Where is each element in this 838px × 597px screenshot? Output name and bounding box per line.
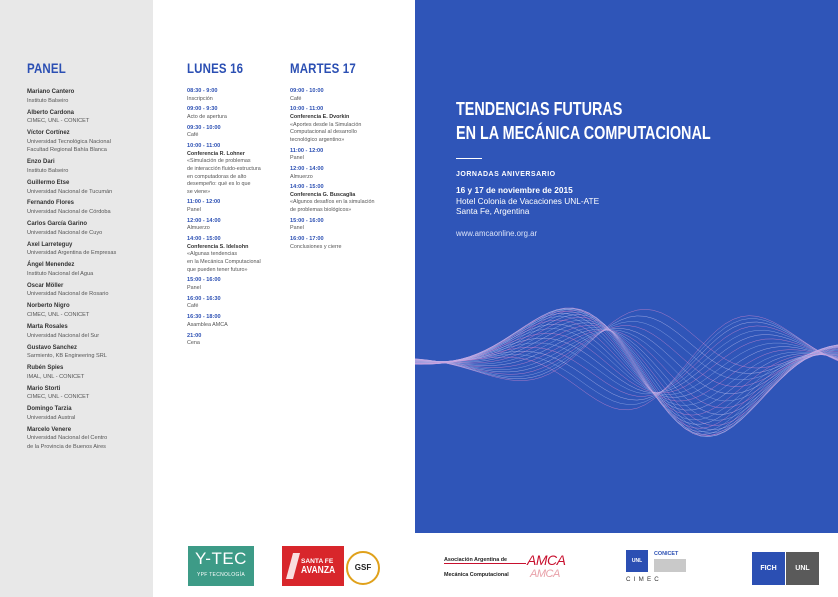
wave-graphic (415, 0, 838, 533)
wave-line (415, 317, 838, 435)
panel-member (27, 109, 152, 126)
panel-member-affiliation: Universidad Nacional del Sur (27, 332, 100, 339)
event-time: 12:00 - 14:00 (187, 217, 221, 224)
lunes-event (187, 236, 277, 274)
panel-member (27, 323, 152, 340)
event-time: 09:00 - 10:00 (290, 88, 324, 94)
cover-venue: Hotel Colonia de Vacaciones UNL-ATE (456, 195, 600, 206)
event-description: Café (187, 303, 199, 310)
amca-logo (444, 552, 569, 586)
lunes-event (187, 199, 277, 214)
amca-logo-mark: AMCA (527, 552, 566, 568)
lunes-event (187, 218, 277, 233)
event-time: 11:00 - 12:00 (290, 147, 324, 154)
martes-heading: MARTES 17 (290, 60, 356, 76)
panel-member-affiliation: Facultad Regional Bahía Blanca (27, 147, 107, 154)
gsf-logo (346, 551, 380, 585)
panel-member-name: Oscar Möller (27, 282, 64, 289)
panel-list (27, 88, 152, 455)
panel-member (27, 241, 152, 258)
event-time: 16:00 - 17:00 (290, 236, 324, 243)
panel-member-affiliation: IMAL, UNL - CONICET (27, 373, 85, 380)
event-time: 14:00 - 15:00 (290, 184, 324, 191)
fich-logo-text: FICH (760, 565, 777, 572)
event-description: desempeño: qué es lo que (187, 181, 251, 188)
panel-member-affiliation: Universidad Nacional de Cuyo (27, 229, 103, 236)
panel-member (27, 302, 152, 319)
event-description: Inscripción (187, 95, 213, 102)
event-description: Panel (187, 284, 201, 291)
lunes-schedule (187, 88, 277, 351)
event-description: se viene» (187, 188, 211, 195)
wave-line (415, 320, 838, 401)
panel-member (27, 129, 152, 155)
santafe-logo-line1: SANTA FE (301, 558, 334, 565)
santafe-logo (282, 546, 344, 586)
lunes-event (187, 333, 277, 348)
panel-member-affiliation: Universidad Austral (27, 414, 76, 421)
martes-event (290, 218, 390, 233)
event-time: 15:00 - 16:00 (290, 217, 324, 224)
event-speaker: Conferencia G. Buscaglia (290, 191, 356, 198)
conicet-logo-text: CONICET (654, 551, 679, 557)
unl-logo-text: UNL (795, 565, 810, 572)
amca-logo-line1: Asociación Argentina de (444, 557, 508, 563)
panel-member-affiliation: Instituto Nacional del Agua (27, 270, 94, 277)
lunes-event (187, 314, 277, 329)
event-time: 14:00 - 15:00 (187, 236, 221, 243)
event-description: que pueden tener futuro» (187, 266, 248, 273)
panel-member-name: Ángel Menendez (27, 262, 75, 269)
ytec-logo-main: Y-TEC (195, 549, 247, 568)
martes-event (290, 106, 390, 144)
panel-member-affiliation: Instituto Balseiro (27, 167, 69, 174)
event-description: Panel (187, 207, 201, 214)
event-time: 16:00 - 16:30 (187, 295, 221, 302)
event-speaker: Conferencia E. Dvorkin (290, 113, 350, 120)
lunes-event (187, 88, 277, 103)
panel-member-name: Gustavo Sanchez (27, 344, 78, 351)
event-description: en la Mecánica Computacional (187, 259, 261, 265)
panel-member-name: Mario Storti (27, 385, 61, 392)
unl-logo (786, 552, 819, 585)
panel-member-name: Enzo Dari (27, 159, 55, 166)
event-time: 15:00 - 16:00 (187, 277, 221, 284)
event-description: de problemas biológicos» (290, 207, 352, 214)
panel-member-affiliation: Instituto Balseiro (27, 97, 69, 104)
event-description: en computadoras de alto (187, 173, 247, 180)
event-description: «Simulación de problemas (187, 158, 251, 165)
panel-member (27, 158, 152, 175)
panel-member (27, 282, 152, 299)
panel-member-affiliation: Universidad Nacional de Rosario (27, 291, 109, 298)
martes-event (290, 166, 390, 181)
panel-heading: PANEL (27, 60, 66, 76)
cover-website[interactable]: www.amcaonline.org.ar (456, 228, 538, 238)
panel-member-name: Fernando Flores (27, 200, 75, 207)
panel-member-name: Marta Rosales (27, 323, 68, 330)
martes-event (290, 236, 390, 251)
panel-member-name: Axel Larreteguy (27, 241, 73, 248)
ytec-logo-sub: YPF TECNOLOGÍA (196, 572, 245, 578)
event-description: Café (187, 132, 199, 139)
panel-member (27, 199, 152, 216)
martes-event (290, 148, 390, 163)
ytec-logo (188, 546, 254, 586)
panel-member-name: Guillermo Etse (27, 179, 70, 186)
panel-member-affiliation: Universidad Nacional del Centro (27, 435, 108, 442)
event-description: Acto de apertura (187, 113, 227, 120)
panel-member (27, 261, 152, 278)
lunes-event (187, 125, 277, 140)
event-description: Panel (290, 155, 304, 162)
panel-member-affiliation: Universidad Tecnológica Nacional (27, 138, 111, 145)
cover-subtitle: JORNADAS ANIVERSARIO (456, 171, 556, 178)
event-time: 21:00 (187, 332, 202, 339)
panel-member (27, 220, 152, 237)
fich-logo (752, 552, 785, 585)
event-speaker: Conferencia S. Idelsohn (187, 243, 249, 250)
event-time: 09:00 - 9:30 (187, 106, 218, 113)
conicet-logo-block (654, 559, 686, 572)
event-time: 09:30 - 10:00 (187, 124, 221, 131)
cover-title (456, 97, 711, 145)
event-description: «Algunos desafíos en la simulación (290, 199, 375, 206)
cover-city: Santa Fe, Argentina (456, 206, 530, 217)
panel-member (27, 88, 152, 105)
event-time: 10:00 - 11:00 (290, 106, 324, 113)
wave-line (415, 317, 838, 406)
event-description: Almuerzo (187, 225, 210, 232)
unl-small-logo: UNL (626, 550, 648, 572)
event-speaker: Conferencia R. Lohner (187, 150, 245, 157)
panel-member-affiliation: CIMEC, UNL - CONICET (27, 118, 90, 125)
panel-member-name: Marcelo Venere (27, 426, 72, 433)
event-time: 10:00 - 11:00 (187, 143, 221, 150)
lunes-heading: LUNES 16 (187, 60, 244, 76)
panel-member-name: Alberto Cardona (27, 109, 75, 116)
event-time: 08:30 - 9:00 (187, 88, 218, 94)
panel-member (27, 426, 152, 452)
wave-line (415, 320, 838, 433)
panel-member-name: Mariano Cantero (27, 89, 75, 95)
panel-member (27, 364, 152, 381)
panel-member-affiliation: de la Provincia de Buenos Aires (27, 444, 106, 451)
event-time: 12:00 - 14:00 (290, 165, 324, 172)
martes-schedule (290, 88, 390, 255)
panel-member-affiliation: Universidad Nacional de Córdoba (27, 209, 111, 216)
event-description: Computacional al desarrollo (290, 129, 357, 136)
panel-member (27, 385, 152, 402)
wave-line (415, 313, 838, 410)
panel-member (27, 405, 152, 422)
amca-logo-line2: Mecánica Computacional (444, 572, 509, 578)
cover-divider (456, 158, 482, 159)
panel-member-name: Rubén Spies (27, 365, 64, 372)
event-description: Conclusiones y cierre (290, 243, 342, 250)
event-description: de interacción fluido-estructura (187, 165, 261, 172)
panel-member-name: Norberto Nigro (27, 303, 70, 310)
panel-member-name: Víctor Cortínez (27, 130, 70, 137)
event-description: «Algunas tendencias (187, 251, 238, 258)
event-description: «Aportes desde la Simulación (290, 121, 362, 128)
event-description: Panel (290, 225, 304, 232)
santafe-flag-icon (286, 553, 300, 579)
cimec-logo (626, 550, 688, 586)
event-description: Asamblea AMCA (187, 321, 228, 328)
martes-event (290, 184, 390, 214)
panel-member-name: Carlos García Garino (27, 221, 88, 228)
lunes-event (187, 296, 277, 311)
panel-member-affiliation: Universidad Nacional de Tucumán (27, 188, 113, 195)
cimec-logo-text: CIMEC (626, 576, 662, 583)
gsf-logo-text: GSF (354, 563, 372, 572)
cover-background (415, 0, 838, 533)
panel-member-affiliation: Sarmiento, KB Engineering SRL (27, 353, 107, 360)
lunes-event (187, 143, 277, 196)
event-description: Almuerzo (290, 173, 313, 180)
cover-dates: 16 y 17 de noviembre de 2015 (456, 185, 573, 195)
martes-event (290, 88, 390, 103)
event-description: Cena (187, 340, 200, 347)
event-time: 11:00 - 12:00 (187, 199, 221, 206)
event-time: 16:30 - 18:00 (187, 314, 221, 321)
event-description: Café (290, 95, 302, 102)
amca-logo-rule (444, 563, 526, 564)
amca-logo-mark-shadow: AMCA (530, 568, 560, 580)
cover-title-line1: TENDENCIAS FUTURAS (456, 99, 623, 119)
wave-line (415, 328, 838, 421)
santafe-logo-line2: AVANZA (301, 565, 336, 576)
wave-line (415, 311, 838, 415)
panel-member-name: Domingo Tarzia (27, 406, 72, 413)
panel-member (27, 179, 152, 196)
event-description: tecnológico argentino» (290, 136, 345, 143)
panel-member (27, 344, 152, 361)
cover-title-line2: EN LA MECÁNICA COMPUTACIONAL (456, 123, 711, 143)
panel-member-affiliation: CIMEC, UNL - CONICET (27, 311, 90, 318)
panel-member-affiliation: Universidad Argentina de Empresas (27, 250, 117, 257)
lunes-event (187, 277, 277, 292)
cover-info (456, 171, 599, 238)
panel-member-affiliation: CIMEC, UNL - CONICET (27, 394, 90, 401)
lunes-event (187, 106, 277, 121)
